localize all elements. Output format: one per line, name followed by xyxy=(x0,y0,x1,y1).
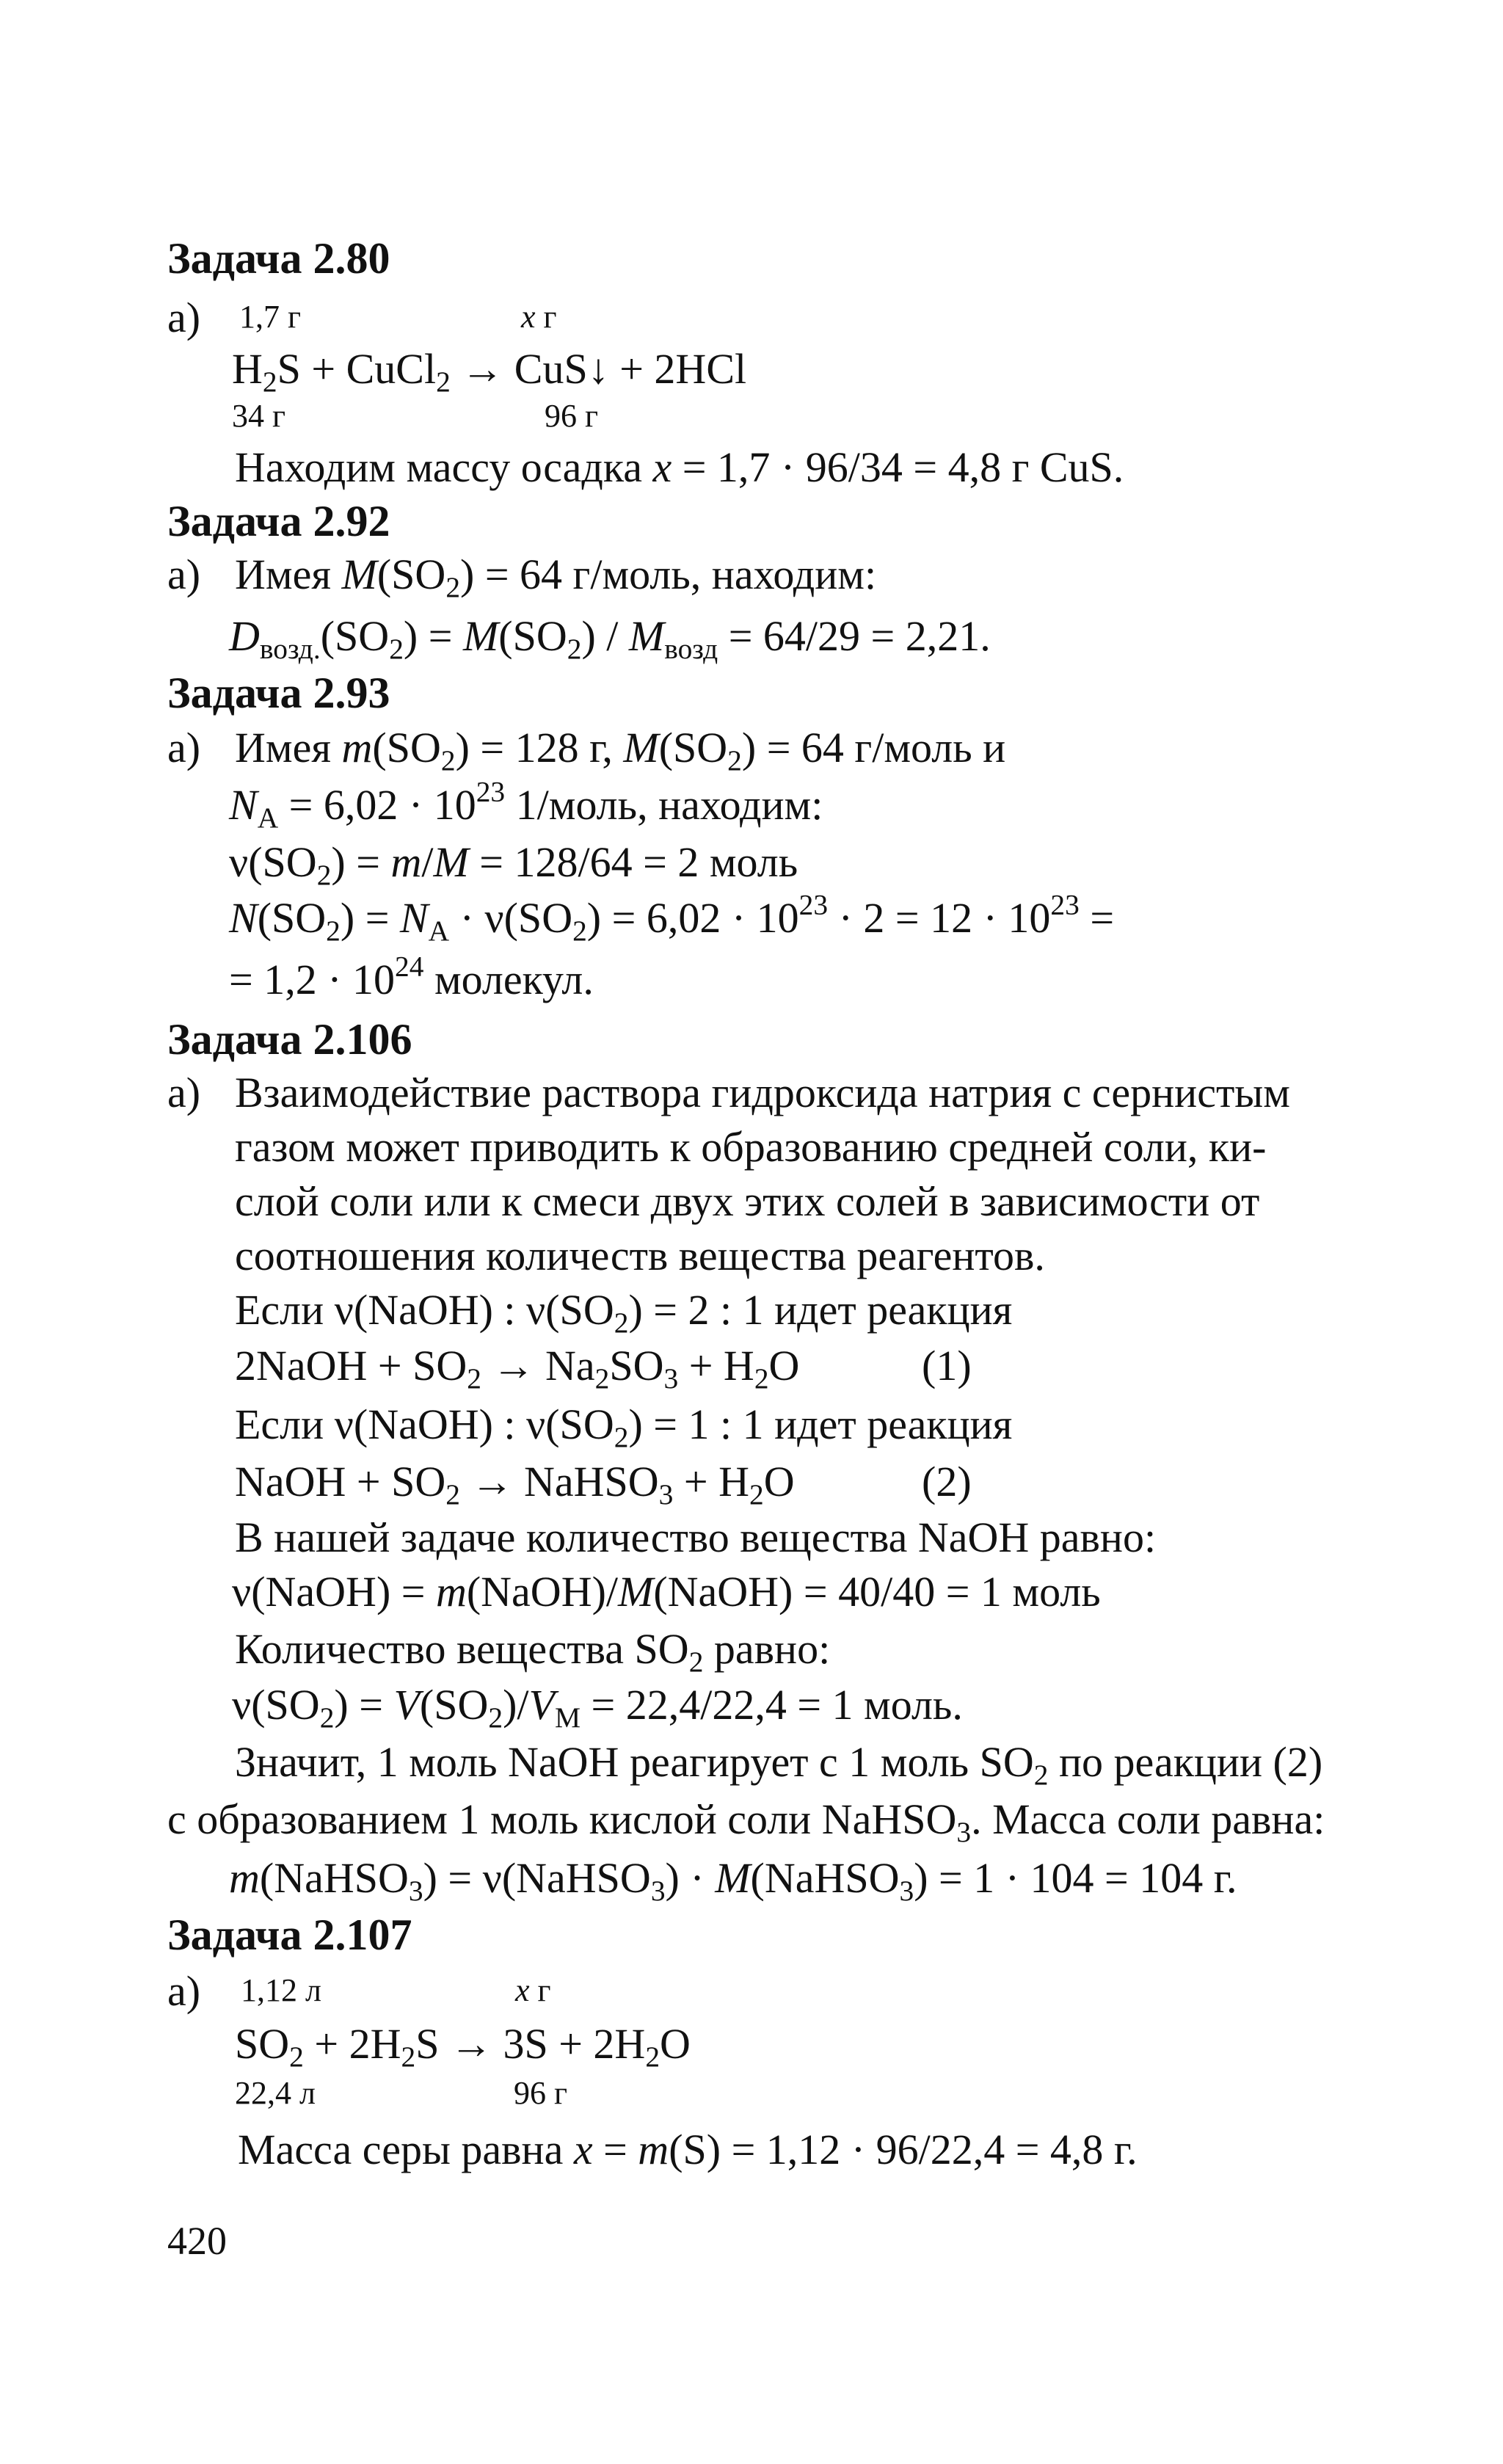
molar-volume-so2: 22,4 л xyxy=(235,2075,316,2111)
t2106-para-line: Взаимодействие раствора гидроксида натрия с сернистым xyxy=(235,1069,1290,1116)
t2106-conclusion-line1: Значит, 1 моль NaOH реагирует с 1 моль $SO_2$ по реакции (2) xyxy=(235,1738,1323,1792)
t292-line2: $D_{возд.}(SO_2) = M(SO_2) / M_{возд} = 64/29 = 2,21$. xyxy=(229,612,991,666)
t2106-naoh-intro: В нашей задаче количество вещества NaOH равно: xyxy=(235,1513,1157,1561)
item-marker-a: а) xyxy=(167,1967,201,2015)
mass-above-h2s: 1,7 г xyxy=(239,299,302,335)
result-task-2-107: Масса серы равна x = m(S) = 1,12 · 96/22,4 = 4,8 г. xyxy=(238,2126,1138,2173)
mass-above-s: x г xyxy=(515,1972,551,2008)
heading-task-2-80: Задача 2.80 xyxy=(167,234,390,283)
page-number: 420 xyxy=(167,2219,227,2263)
heading-task-2-106: Задача 2.106 xyxy=(167,1015,412,1064)
t2106-eq2: NaOH + $SO_2$ → NaHSO$_3$ + $H_2O$ xyxy=(235,1458,795,1511)
t2106-if1: Если ν(NaOH) : $\nu(SO_2) = 2$ : 1 идет реакция xyxy=(235,1286,1013,1340)
t2106-conclusion-line2: с образованием 1 моль кислой соли NaHSO$_3$. Масса соли равна: xyxy=(167,1795,1325,1849)
heading-task-2-93: Задача 2.93 xyxy=(167,669,390,717)
equation-so2-h2s: $SO_2 + 2H_2S \to 3S + 2H_2O$ xyxy=(235,2020,691,2074)
volume-above-so2: 1,12 л xyxy=(241,1972,321,2008)
item-marker-a: а) xyxy=(167,550,201,598)
t2106-para-line: газом может приводить к образованию средней соли, ки- xyxy=(235,1123,1267,1171)
heading-task-2-92: Задача 2.92 xyxy=(167,497,390,545)
t2106-eq1: 2NaOH + $SO_2 \to Na_2SO_3 + H_2O$ xyxy=(235,1342,800,1395)
t293-line1: Имея $m(SO_2) = 128$ г, $M(SO_2) = 64$ г/моль и xyxy=(235,724,1006,777)
item-marker-a: а) xyxy=(167,724,201,771)
item-marker-a: а) xyxy=(167,294,201,341)
mass-above-cus: x г xyxy=(521,299,557,335)
item-marker-a: а) xyxy=(167,1069,201,1116)
t2106-para-line: соотношения количеств вещества реагентов. xyxy=(235,1232,1045,1279)
molar-mass-h2s: 34 г xyxy=(232,398,286,434)
molar-mass-cus: 96 г xyxy=(545,398,599,434)
t293-line2: $N_A = 6,02 \cdot 10^{23}$ 1/моль, находим: xyxy=(229,775,823,835)
t293-line5: = $1,2 \cdot 10^{24}$ молекул. xyxy=(229,950,594,1003)
heading-task-2-107: Задача 2.107 xyxy=(167,1911,412,1959)
molar-mass-s: 96 г xyxy=(514,2075,568,2111)
equation-h2s-cucl2: $H_2S$ + CuCl$_2$ → CuS↓ + 2HCl xyxy=(232,345,747,399)
t293-line3: $\nu(SO_2) = m/M = 128/64 = 2$ моль xyxy=(229,838,798,892)
t292-line1: Имея $M(SO_2) = 64$ г/моль, находим: xyxy=(235,550,877,604)
t2106-so2-intro: Количество вещества $SO_2$ равно: xyxy=(235,1625,831,1679)
t2106-eq1-number: (1) xyxy=(922,1342,972,1389)
t2106-so2-calc: $\nu(SO_2) = V(SO_2)/V_M = 22,4/22,4 = 1$ моль. xyxy=(232,1681,963,1734)
t2106-para-line: слой соли или к смеси двух этих солей в зависимости от xyxy=(235,1177,1260,1225)
t2106-eq2-number: (2) xyxy=(922,1458,972,1505)
t2106-naoh-calc: ν(NaOH) = m(NaOH)/M(NaOH) = 40/40 = 1 моль xyxy=(232,1568,1101,1616)
t2106-if2: Если ν(NaOH) : $\nu(SO_2) = 1$ : 1 идет реакция xyxy=(235,1400,1013,1454)
t2106-mass-calc: m(NaHSO$_3$) = ν(NaHSO$_3$) · M(NaHSO$_3$) = 1 · 104 = 104 г. xyxy=(229,1854,1237,1908)
t293-line4: $N(SO_2) = N_A \cdot \nu(SO_2) = 6,02 \cdot 10^{23} \cdot 2 = 12 \cdot 10^{23}$ = xyxy=(229,888,1115,948)
result-task-2-80: Находим массу осадка x = 1,7 · 96/34 = 4,8 г CuS. xyxy=(235,443,1124,491)
